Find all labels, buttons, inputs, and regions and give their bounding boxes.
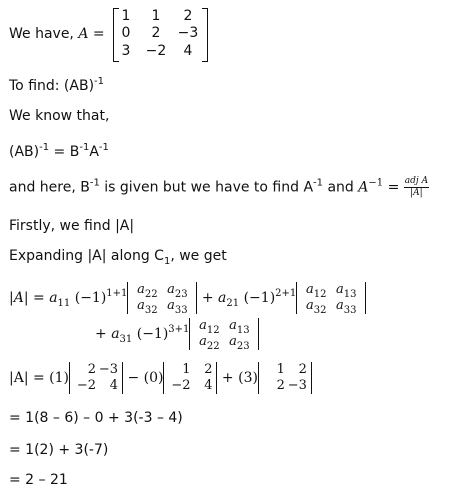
plus-term: + (3) (217, 370, 258, 386)
numeric-expansion-line (9, 362, 312, 394)
given-matrix-line (9, 26, 105, 42)
firstly-line: Firstly, we find |A| (9, 218, 135, 234)
inverse-formula-fraction (404, 176, 429, 199)
minus-term: − (0) (123, 370, 164, 386)
superscript: 2+1 (275, 288, 297, 299)
matrix-cell: 1 (121, 8, 131, 24)
subscript: 31 (119, 334, 133, 345)
matrix-cell: 3 (121, 43, 131, 59)
superscript: −1 (368, 177, 384, 189)
det-cell: $a_{33}$ (167, 298, 188, 316)
plus-sign: + (95, 326, 112, 342)
det-cell: −2 (76, 378, 97, 393)
superscript: -1 (89, 177, 100, 189)
superscript: 1+1 (106, 288, 128, 299)
matrix-cell: 0 (121, 25, 131, 41)
numeric-determinant-2 (163, 362, 217, 394)
equals-sign: = (88, 26, 105, 42)
matrix-a (113, 8, 208, 62)
matrix-cell: 2 (151, 25, 161, 41)
coefficient: a (218, 290, 227, 306)
text-part: A (89, 144, 99, 160)
superscript: -1 (39, 142, 50, 153)
minor-determinant-1 (127, 282, 197, 314)
subscript: 21 (226, 298, 240, 309)
det-cell: $a_{23}$ (167, 282, 188, 300)
superscript: 3+1 (168, 324, 190, 335)
result-step-2: = 1(2) + 3(-7) (9, 442, 109, 458)
equals-sign: = (383, 179, 404, 196)
text-part: and here, B (9, 179, 90, 196)
text-part: and (323, 179, 359, 196)
text-part: Expanding |A| along C (9, 248, 164, 264)
given-prefix: We have, (9, 26, 79, 42)
det-cell: $a_{13}$ (336, 282, 357, 300)
sign-factor: (−1) (70, 290, 107, 306)
matrix-symbol: A (78, 26, 89, 42)
matrix-cell: −2 (145, 43, 167, 59)
det-cell: 2 (276, 378, 285, 393)
text-part: = B (49, 144, 80, 160)
coefficient: a (49, 290, 58, 306)
math-symbol: A (358, 179, 369, 196)
sign-factor: (−1) (132, 326, 169, 342)
superscript: -1 (79, 142, 90, 153)
superscript: -1 (98, 142, 109, 153)
det-cell: $a_{12}$ (306, 282, 327, 300)
det-cell: $a_{32}$ (137, 298, 158, 316)
det-cell: −3 (287, 378, 307, 393)
det-cell: $a_{22}$ (199, 334, 220, 352)
det-cell: $a_{22}$ (137, 282, 158, 300)
det-cell: 4 (109, 378, 119, 393)
coefficient: a (111, 326, 120, 342)
plus-sign: + (197, 290, 219, 306)
det-cell: 2 (298, 362, 307, 377)
superscript: -1 (313, 177, 324, 189)
subscript: 1 (163, 256, 171, 267)
matrix-cell: −3 (177, 25, 199, 41)
to-find-text: To find: (AB) (9, 78, 95, 94)
sign-factor: (−1) (239, 290, 276, 306)
text-part: (AB) (9, 144, 40, 160)
minor-determinant-3 (189, 318, 259, 350)
det-cell: 2 (87, 362, 97, 377)
fraction-denominator: |A| (410, 188, 423, 198)
expansion-lhs: |A| = (9, 290, 50, 306)
text-part: is given but we have to find A (99, 179, 314, 196)
det-cell: $a_{23}$ (229, 334, 250, 352)
det-cell: $a_{12}$ (199, 318, 220, 336)
result-step-3: = 2 – 21 (9, 472, 68, 488)
det-cell: 1 (182, 362, 191, 377)
to-find-line (9, 78, 104, 94)
superscript: -1 (94, 76, 105, 87)
subscript: 11 (57, 298, 71, 309)
det-cell: −2 (171, 378, 191, 393)
we-know-line: We know that, (9, 108, 110, 124)
det-cell: −3 (98, 362, 119, 377)
cofactor-expansion-line-1 (9, 282, 366, 314)
text-part: , we get (170, 248, 227, 264)
det-cell: 1 (276, 362, 285, 377)
det-cell: $a_{33}$ (336, 298, 357, 316)
expanding-line (9, 248, 227, 267)
det-cell: 2 (204, 362, 213, 377)
matrix-right-bracket (202, 8, 208, 62)
numeric-determinant-1 (69, 362, 123, 394)
matrix-cell: 2 (183, 8, 193, 24)
cofactor-expansion-line-2 (95, 318, 259, 350)
result-step-1: = 1(8 – 6) – 0 + 3(-3 – 4) (9, 410, 183, 426)
and-here-line (9, 176, 429, 199)
matrix-cell: 1 (151, 8, 161, 24)
det-cell: 4 (204, 378, 213, 393)
inverse-identity-line (9, 144, 109, 160)
numeric-determinant-3 (258, 362, 312, 394)
fraction-numerator: adj A (404, 176, 429, 186)
matrix-cell: 4 (183, 43, 193, 59)
minor-determinant-2 (296, 282, 366, 314)
det-cell: $a_{13}$ (229, 318, 250, 336)
expansion-lhs: |A| = (1) (9, 370, 70, 386)
det-cell: $a_{32}$ (306, 298, 327, 316)
